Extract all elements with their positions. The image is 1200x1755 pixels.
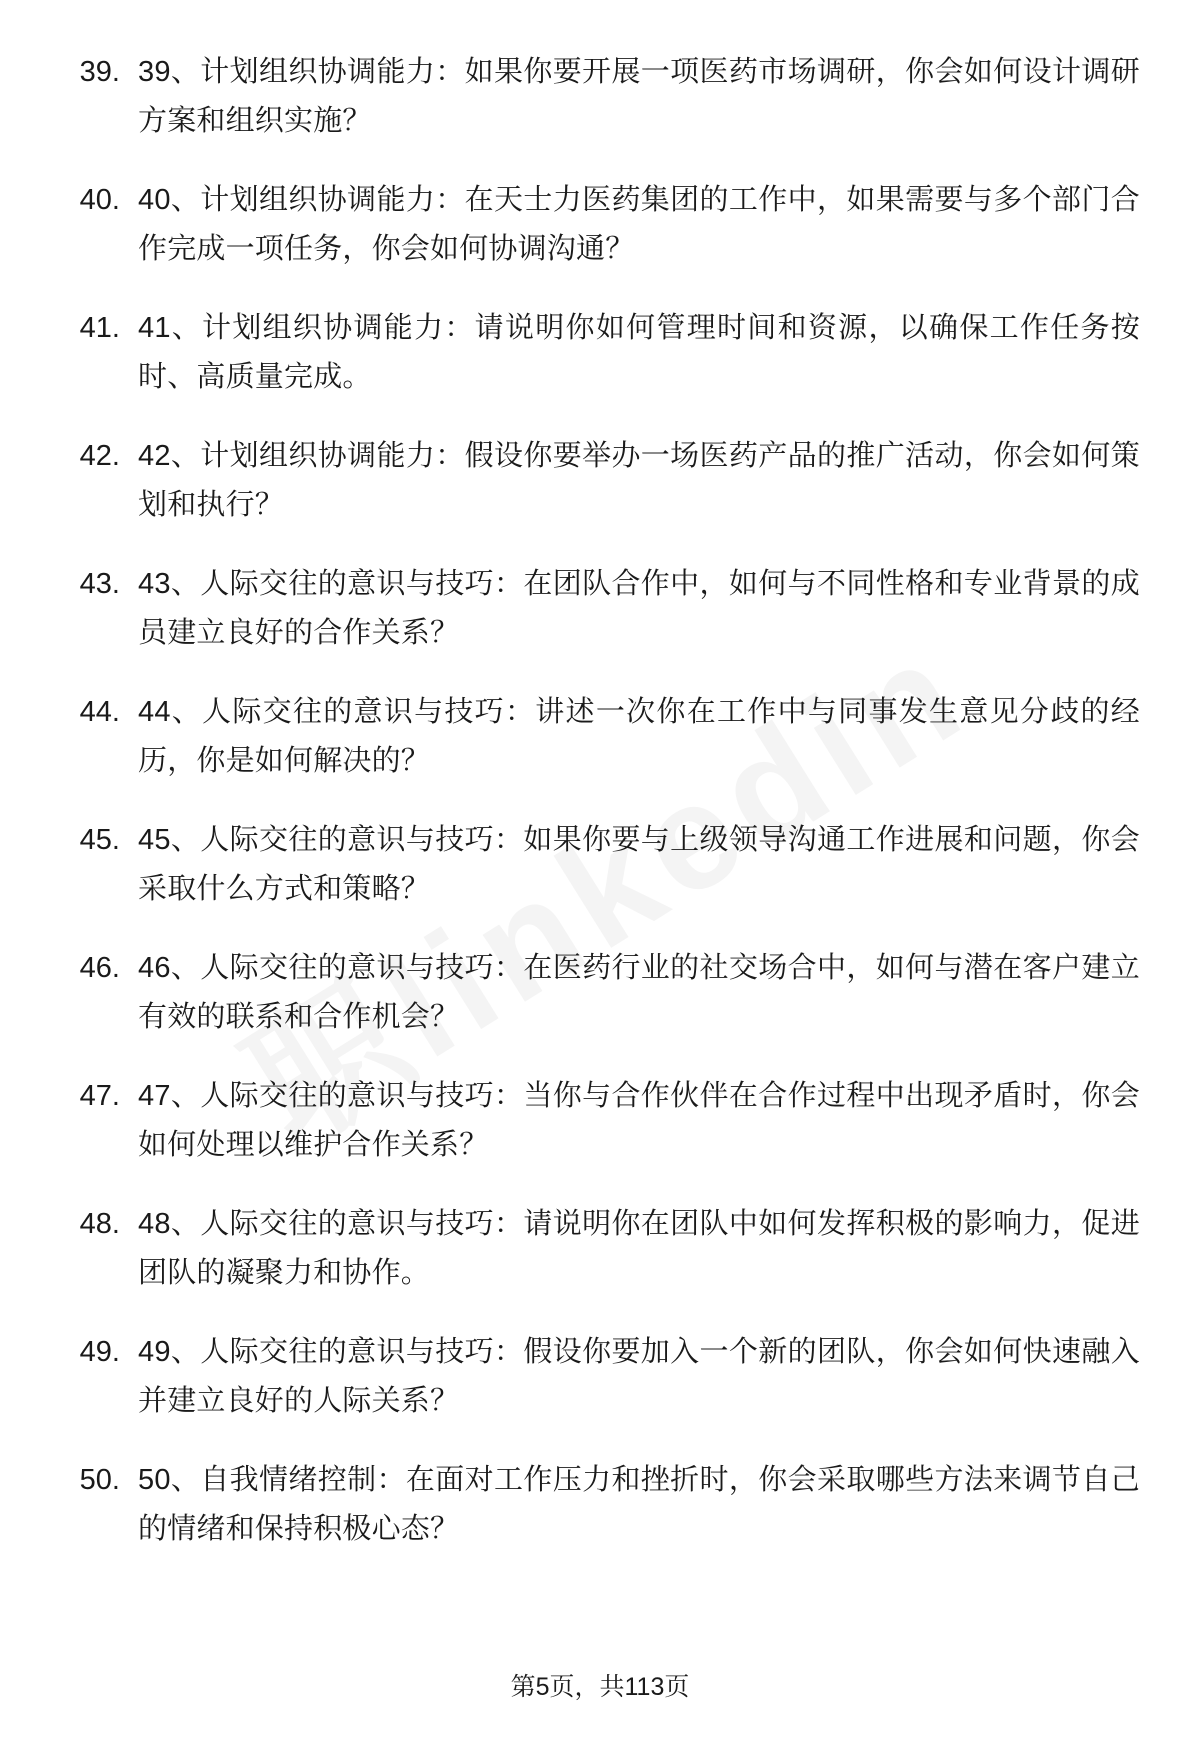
question-text: 48、人际交往的意识与技巧：请说明你在团队中如何发挥积极的影响力，促进团队的凝聚力和协作。 bbox=[138, 1208, 1140, 1289]
list-item bbox=[60, 1072, 1140, 1170]
question-list bbox=[60, 48, 1140, 1554]
question-text: 39、计划组织协调能力：如果你要开展一项医药市场调研，你会如何设计调研方案和组织实施？ bbox=[138, 56, 1140, 137]
question-text: 41、计划组织协调能力：请说明你如何管理时间和资源，以确保工作任务按时、高质量完成。 bbox=[138, 312, 1140, 393]
question-number: 43. bbox=[79, 568, 120, 600]
question-number: 44. bbox=[79, 696, 120, 728]
question-number: 49. bbox=[79, 1336, 120, 1368]
list-item bbox=[60, 944, 1140, 1042]
question-text: 47、人际交往的意识与技巧：当你与合作伙伴在合作过程中出现矛盾时，你会如何处理以维护合作关系？ bbox=[138, 1080, 1140, 1161]
list-item bbox=[60, 688, 1140, 786]
question-number: 50. bbox=[79, 1464, 120, 1496]
question-number: 45. bbox=[79, 824, 120, 856]
question-text: 46、人际交往的意识与技巧：在医药行业的社交场合中，如何与潜在客户建立有效的联系和合作机会？ bbox=[138, 952, 1140, 1033]
question-number: 48. bbox=[79, 1208, 120, 1240]
list-item bbox=[60, 560, 1140, 658]
question-text: 40、计划组织协调能力：在天士力医药集团的工作中，如果需要与多个部门合作完成一项任务，你会如何协调沟通？ bbox=[138, 184, 1140, 265]
page-footer: 第5页，共113页 bbox=[510, 1673, 690, 1701]
list-item bbox=[60, 48, 1140, 146]
list-item bbox=[60, 304, 1140, 402]
list-item bbox=[60, 816, 1140, 914]
question-text: 50、自我情绪控制：在面对工作压力和挫折时，你会采取哪些方法来调节自己的情绪和保持积极心态？ bbox=[138, 1464, 1140, 1545]
list-item bbox=[60, 1200, 1140, 1298]
question-number: 39. bbox=[79, 56, 120, 88]
question-number: 46. bbox=[79, 952, 120, 984]
question-number: 40. bbox=[79, 184, 120, 216]
list-item bbox=[60, 1456, 1140, 1554]
list-item bbox=[60, 176, 1140, 274]
question-text: 42、计划组织协调能力：假设你要举办一场医药产品的推广活动，你会如何策划和执行？ bbox=[138, 440, 1140, 521]
question-number: 47. bbox=[79, 1080, 120, 1112]
list-item bbox=[60, 432, 1140, 530]
question-text: 44、人际交往的意识与技巧：讲述一次你在工作中与同事发生意见分歧的经历，你是如何解决的？ bbox=[138, 696, 1140, 777]
question-number: 42. bbox=[79, 440, 120, 472]
question-number: 41. bbox=[79, 312, 120, 344]
question-text: 45、人际交往的意识与技巧：如果你要与上级领导沟通工作进展和问题，你会采取什么方式和策略？ bbox=[138, 824, 1140, 905]
question-text: 49、人际交往的意识与技巧：假设你要加入一个新的团队，你会如何快速融入并建立良好的人际关系？ bbox=[138, 1336, 1140, 1417]
question-text: 43、人际交往的意识与技巧：在团队合作中，如何与不同性格和专业背景的成员建立良好的合作关系？ bbox=[138, 568, 1140, 649]
list-item bbox=[60, 1328, 1140, 1426]
